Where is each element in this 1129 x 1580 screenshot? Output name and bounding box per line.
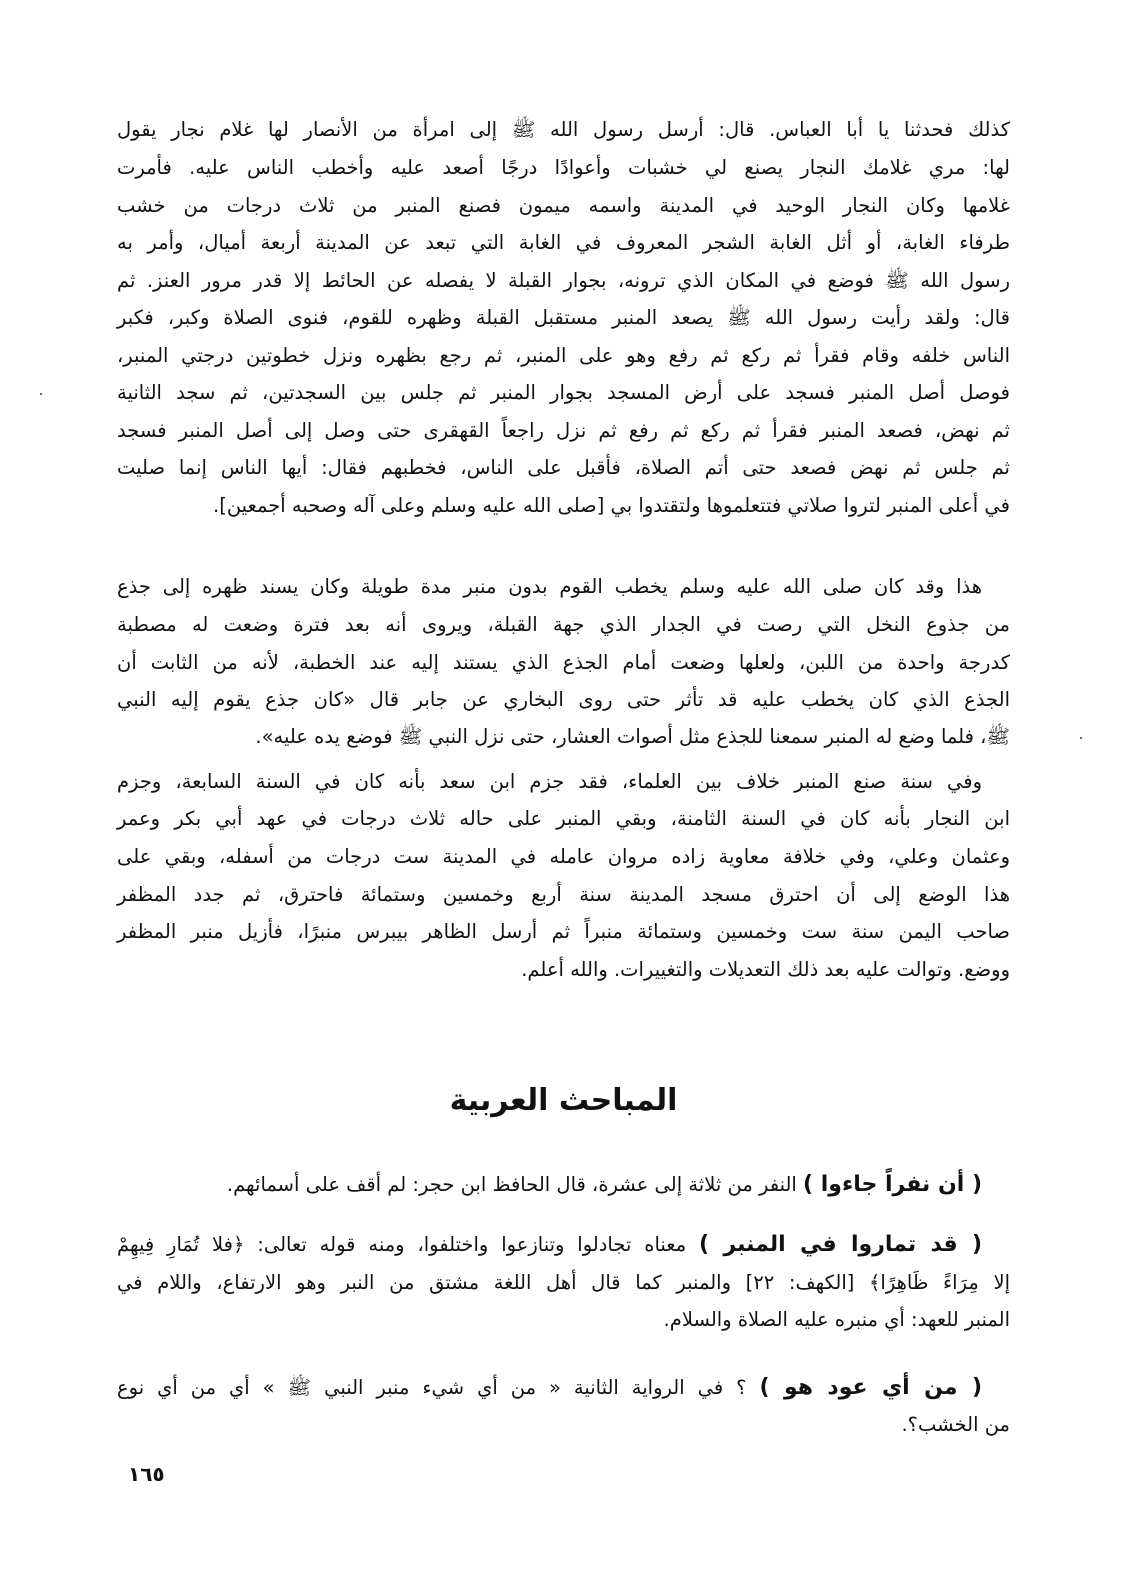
entry-2-text: معناه تجادلوا وتنازعوا واختلفوا، ومنه قوله تعالى: ﴿فلا تُمَارِ فِيهِمْ (117, 1233, 700, 1256)
entry-1-line-1 (117, 1168, 1010, 1202)
paragraph-3-line-1: وفي سنة صنع المنبر خلاف بين العلماء، فقد جزم ابن سعد بأنه كان في السنة السابعة، وجزم (117, 770, 982, 793)
section-heading: المباحث العربية (449, 1083, 678, 1118)
paragraph-2-line-1: هذا وقد كان صلى الله عليه وسلم يخطب القوم بدون منبر مدة طويلة وكان يسند ظهره إلى جذع (117, 575, 982, 598)
paragraph-1-line-6: قال: ولقد رأيت رسول الله ﷺ يصعد المنبر مستقبل القبلة وظهره للقوم، فنوى الصلاة وكبر، فكبر (117, 306, 1010, 329)
paragraph-2-line-3: كدرجة واحدة من اللبن، ولعلها وضعت أمام الجذع الذي يستند إليه عند الخطبة، لأنه من الثابت أن (117, 651, 1010, 674)
paragraph-3-line-6: ووضع. وتوالت عليه بعد ذلك التعديلات والتغييرات. والله أعلم. (521, 958, 1010, 981)
entry-2-line-1 (117, 1228, 1010, 1262)
entry-2-line-2: إلا مِرَاءً ظَاهِرًا﴾ [الكهف: ٢٢] والمنبر كما قال أهل اللغة مشتق من النبر وهو الارتفاع، واللام في (117, 1271, 1011, 1294)
paragraph-1-line-7: الناس خلفه وقام فقرأ ثم ركع ثم رفع وهو على المنبر، ثم رجع بظهره ونزل خطوتين درجتي المنبر، (117, 344, 1010, 367)
paragraph-2-line-4: الجذع الذي كان يخطب عليه قد تأثر حتى روى البخاري عن جابر قال «كان جذع يقوم إليه النبي (117, 688, 1010, 711)
entry-3-text: ؟ في الرواية الثانية « من أي شيء منبر النبي ﷺ » أي من أي نوع (117, 1376, 760, 1399)
entry-1-lemma: ( أن نفراً جاءوا ) (803, 1172, 982, 1197)
scan-speck (40, 393, 42, 395)
entry-3-line-2: من الخشب؟. (901, 1413, 1010, 1436)
entry-2-lemma: ( قد تماروا في المنبر ) (699, 1232, 982, 1257)
paragraph-3-line-4: هذا الوضع إلى أن احترق مسجد المدينة سنة أربع وخمسين وستمائة فاحترق، ثم جدد المظفر (117, 883, 1010, 906)
paragraph-1-line-5: رسول الله ﷺ فوضع في المكان الذي ترونه، بجوار القبلة لا يفصله عن الحائط إلا قدر مرور العنز. ثم (117, 269, 1010, 292)
paragraph-1-line-10: ثم جلس ثم نهض فصعد حتى أتم الصلاة، فأقبل على الناس، فخطبهم فقال: أيها الناس إنما صليت (117, 456, 1010, 479)
paragraph-3-line-2: ابن النجار بأنه كان في السنة الثامنة، وبقي المنبر على حاله ثلاث درجات في عهد أبي بكر وعمر (117, 807, 1010, 830)
paragraph-1-line-1: كذلك فحدثنا يا أبا العباس. قال: أرسل رسول الله ﷺ إلى امرأة من الأنصار لها غلام نجار يقول (117, 118, 1010, 141)
paragraph-1-line-11: في أعلى المنبر لتروا صلاتي فتتعلموها ولتقتدوا بي [صلى الله عليه وسلم وعلى آله وصحبه أجمعين]. (213, 494, 1010, 517)
paragraph-1-line-9: ثم نهض، فصعد المنبر فقرأ ثم ركع ثم رفع ثم نزل راجعاً القهقرى حتى وصل إلى أصل المنبر فسجد (117, 419, 1010, 442)
entry-1-text: النفر من ثلاثة إلى عشرة، قال الحافظ ابن حجر: لم أقف على أسمائهم. (226, 1173, 804, 1196)
paragraph-3-line-5: صاحب اليمن سنة ست وخمسين وستمائة منبراً ثم أرسل الظاهر بيبرس منبرًا، فأزيل منبر المظفر (117, 920, 1010, 943)
entry-3-lemma: ( من أي عود هو ) (759, 1375, 982, 1400)
paragraph-2-line-2: من جذوع النخل التي رصت في الجدار الذي جهة القبلة، ويروى أنه بعد فترة وضعت له مصطبة (117, 613, 1010, 636)
entry-2-line-3: المنبر للعهد: أي منبره عليه الصلاة والسلام. (663, 1308, 1010, 1331)
paragraph-1-line-2: لها: مري غلامك النجار يصنع لي خشبات وأعوادًا درجًا أصعد عليه وأخطب الناس عليه. فأمرت (117, 156, 1010, 179)
paragraph-1-line-3: غلامها وكان النجار الوحيد في المدينة واسمه ميمون فصنع المنبر من ثلاث درجات من خشب (117, 194, 1010, 217)
page-number: ١٦٥ (128, 1462, 165, 1486)
paragraph-1-line-4: طرفاء الغابة، أو أثل الغابة الشجر المعروف في الغابة التي تبعد عن المدينة أربعة أميال، وأمر به (117, 231, 1010, 254)
paragraph-3-line-3: وعثمان وعلي، وفي خلافة معاوية زاده مروان عامله في المدينة ست درجات من أسفله، وبقي على (117, 845, 1010, 868)
entry-3-line-1 (117, 1371, 1010, 1405)
paragraph-1-line-8: فوصل أصل المنبر فسجد على أرض المسجد بجوار المنبر ثم جلس بين السجدتين، ثم سجد الثانية (117, 381, 1010, 404)
paragraph-2-line-5: ﷺ، فلما وضع له المنبر سمعنا للجذع مثل أصوات العشار، حتى نزل النبي ﷺ فوضع يده عليه». (255, 725, 1010, 748)
scan-speck (1080, 737, 1082, 739)
